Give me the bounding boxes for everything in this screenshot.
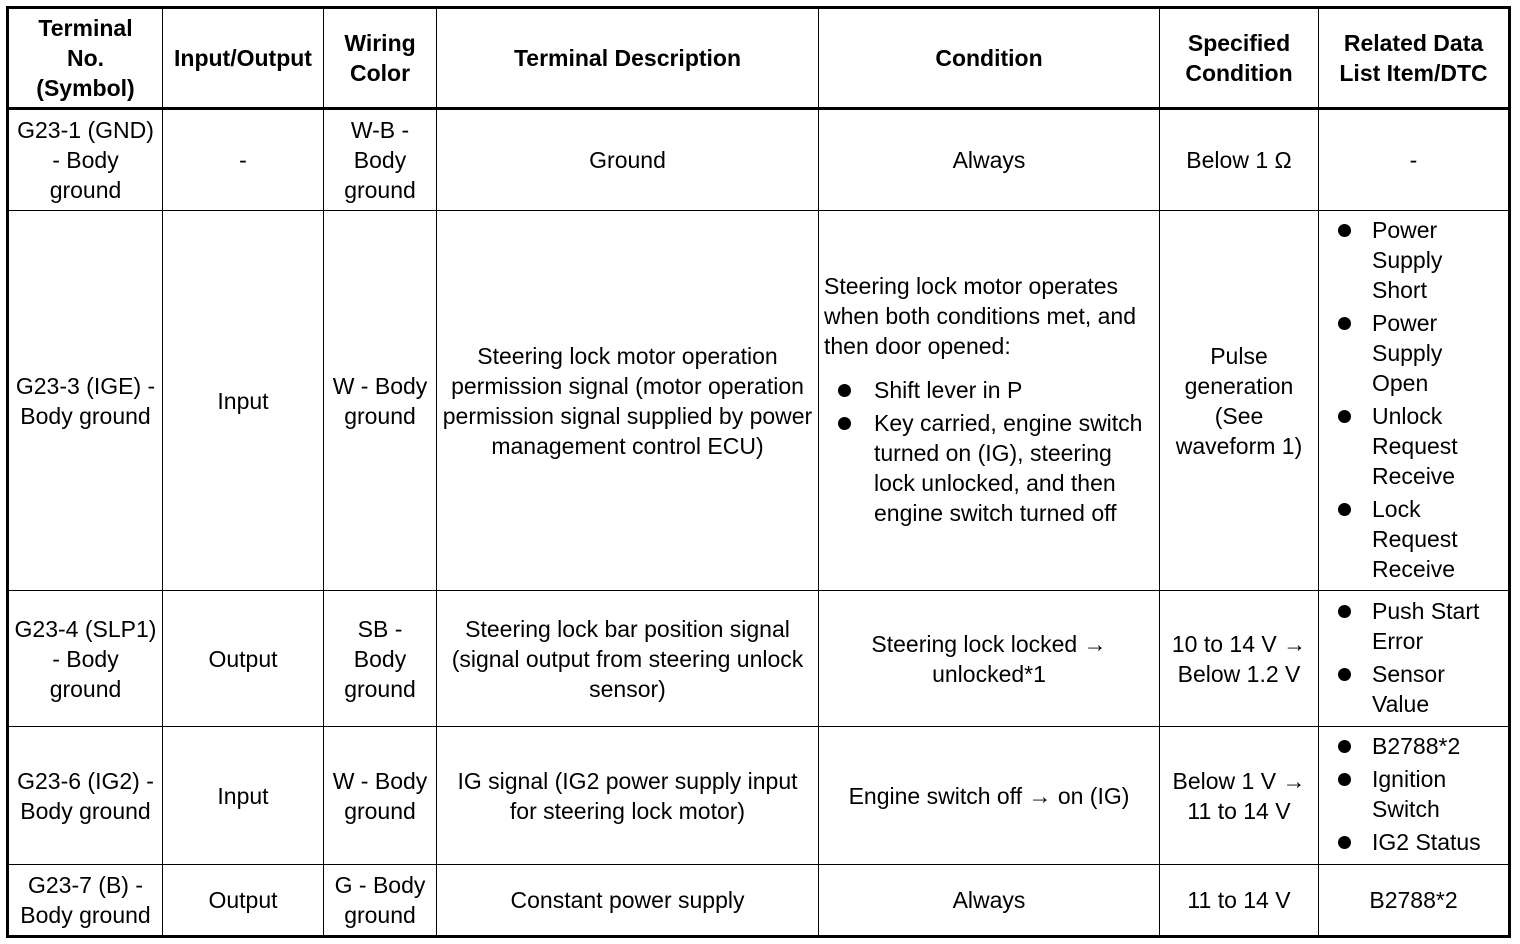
condition-cell: Steering lock locked → unlocked*1 [819, 591, 1160, 727]
header-wiring-line1: Wiring [344, 30, 416, 56]
terminal-cell: G23-1 (GND) - Body ground [8, 109, 163, 211]
header-io: Input/Output [163, 8, 324, 109]
condition-list [824, 375, 1154, 528]
related-cell [1319, 727, 1510, 865]
io-cell: - [163, 109, 324, 211]
condition-cell [819, 211, 1160, 591]
io-cell: Input [163, 727, 324, 865]
condition-cell: Always [819, 865, 1160, 937]
header-terminal-line2: No. [66, 45, 105, 71]
terminal-cell: G23-3 (IGE) - Body ground [8, 211, 163, 591]
header-condition: Condition [819, 8, 1160, 109]
list-item: Power Supply Open [1324, 308, 1503, 398]
wiring-cell: G - Body ground [324, 865, 437, 937]
related-cell [1319, 591, 1510, 727]
condition-cell: Always [819, 109, 1160, 211]
list-item: Lock Request Receive [1324, 494, 1503, 584]
terminal-cell: G23-7 (B) - Body ground [8, 865, 163, 937]
related-cell [1319, 211, 1510, 591]
list-item: Push Start Error [1324, 596, 1503, 656]
list-item: Power Supply Short [1324, 215, 1503, 305]
header-related-line2: List Item/DTC [1339, 60, 1488, 86]
list-item: IG2 Status [1324, 827, 1503, 857]
list-item: Unlock Request Receive [1324, 401, 1503, 491]
header-terminal-line1: Terminal [38, 15, 133, 41]
table-row [8, 727, 1510, 865]
header-wiring [324, 8, 437, 109]
wiring-cell: W-B - Body ground [324, 109, 437, 211]
description-cell: IG signal (IG2 power supply input for steering lock motor) [437, 727, 819, 865]
header-specified-line1: Specified [1187, 30, 1291, 56]
list-item: Shift lever in P [824, 375, 1154, 405]
related-list [1324, 596, 1503, 719]
list-item: B2788*2 [1324, 731, 1503, 761]
related-cell: - [1319, 109, 1510, 211]
io-cell: Input [163, 211, 324, 591]
header-terminal [8, 8, 163, 109]
header-related [1319, 8, 1510, 109]
header-specified-line2: Condition [1185, 60, 1293, 86]
condition-intro: Steering lock motor operates when both conditions met, and then door opened: [824, 272, 1136, 359]
list-item: Key carried, engine switch turned on (IG), steering lock unlocked, and then engine switch turned off [824, 408, 1154, 528]
io-cell: Output [163, 591, 324, 727]
io-cell: Output [163, 865, 324, 937]
specified-cell: Below 1 V → 11 to 14 V [1160, 727, 1319, 865]
specified-cell: 10 to 14 V → Below 1.2 V [1160, 591, 1319, 727]
condition-cell: Engine switch off → on (IG) [819, 727, 1160, 865]
specified-cell: 11 to 14 V [1160, 865, 1319, 937]
table-row [8, 211, 1510, 591]
header-terminal-line3: (Symbol) [36, 75, 135, 101]
table-row [8, 865, 1510, 937]
list-item: Ignition Switch [1324, 764, 1503, 824]
related-cell: B2788*2 [1319, 865, 1510, 937]
wiring-cell: W - Body ground [324, 211, 437, 591]
header-specified [1160, 8, 1319, 109]
wiring-cell: W - Body ground [324, 727, 437, 865]
related-list [1324, 215, 1503, 584]
header-related-line1: Related Data [1343, 30, 1484, 56]
table-row [8, 591, 1510, 727]
terminal-cell: G23-6 (IG2) - Body ground [8, 727, 163, 865]
header-wiring-line2: Color [349, 60, 411, 86]
terminal-cell: G23-4 (SLP1) - Body ground [8, 591, 163, 727]
related-list [1324, 731, 1503, 857]
list-item: Sensor Value [1324, 659, 1503, 719]
description-cell: Ground [437, 109, 819, 211]
specified-cell: Below 1 Ω [1160, 109, 1319, 211]
wiring-cell: SB - Body ground [324, 591, 437, 727]
description-cell: Steering lock bar position signal (signal output from steering unlock sensor) [437, 591, 819, 727]
description-cell: Steering lock motor operation permission signal (motor operation permission signal supplied by power management control ECU) [437, 211, 819, 591]
header-row [8, 8, 1510, 109]
table-row [8, 109, 1510, 211]
header-description: Terminal Description [437, 8, 819, 109]
description-cell: Constant power supply [437, 865, 819, 937]
terminal-spec-table [6, 6, 1511, 938]
specified-cell: Pulse generation (See waveform 1) [1160, 211, 1319, 591]
